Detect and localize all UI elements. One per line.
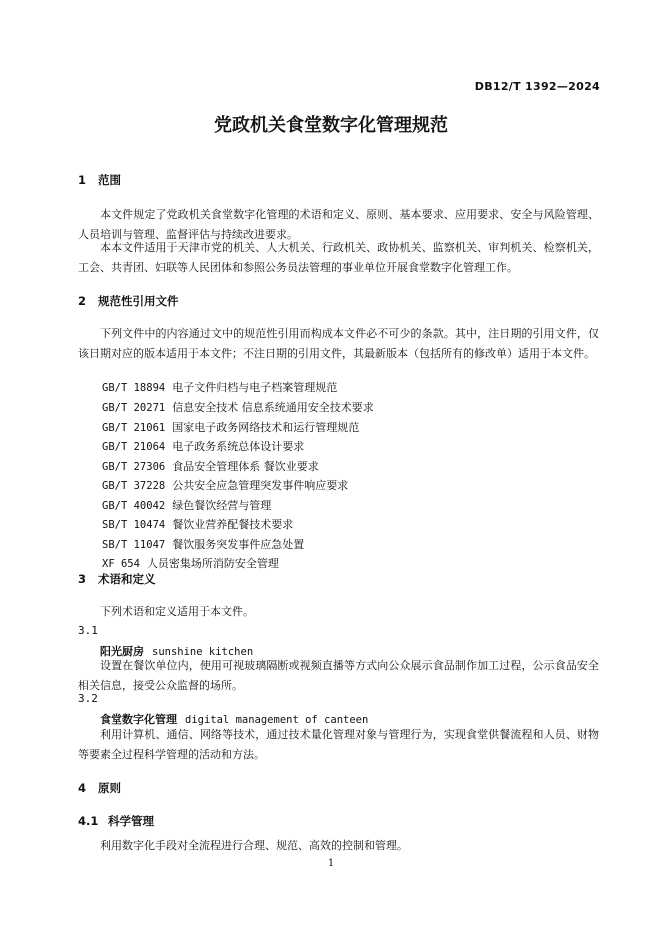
section-title: 范围 — [98, 173, 121, 187]
reference-item — [102, 497, 271, 513]
reference-item — [102, 399, 374, 415]
reference-item — [102, 477, 348, 493]
reference-code: XF 654 — [102, 558, 140, 570]
reference-title: 电子政务系统总体设计要求 — [172, 440, 305, 453]
reference-item — [102, 458, 319, 474]
section-4-heading — [78, 780, 121, 796]
section-number: 2 — [78, 294, 87, 308]
reference-title: 人员密集场所消防安全管理 — [146, 557, 279, 570]
reference-code: GB/T 37228 — [102, 480, 166, 492]
section-number: 4 — [78, 781, 87, 795]
section-number: 3 — [78, 572, 87, 586]
reference-code: GB/T 27306 — [102, 461, 166, 473]
subsection-title: 科学管理 — [108, 814, 154, 828]
term-number: 3.2 — [78, 692, 98, 705]
reference-item — [102, 438, 304, 454]
reference-title: 食品安全管理体系 餐饮业要求 — [172, 460, 319, 473]
section-number: 1 — [78, 173, 87, 187]
section-1-paragraph-2: 本本文件适用于天津市党的机关、人大机关、行政机关、政协机关、监察机关、审判机关、检察机关，工会、共青团、妇联等人民团体和参照公务员法管理的事业单位开展食堂数字化管理工作。 — [78, 241, 599, 274]
section-1-paragraph-1: 本文件规定了党政机关食堂数字化管理的术语和定义、原则、基本要求、应用要求、安全与风险管理、人员培训与管理、监督评估与持续改进要求。 — [78, 208, 599, 241]
section-title: 原则 — [98, 781, 121, 795]
reference-title: 电子文件归档与电子档案管理规范 — [172, 381, 338, 394]
section-3-heading — [78, 571, 156, 587]
reference-title: 公共安全应急管理突发事件响应要求 — [172, 479, 349, 492]
reference-title: 餐饮服务突发事件应急处置 — [172, 538, 305, 551]
reference-item — [102, 536, 304, 552]
standard-code: DB12/T 1392—2024 — [474, 80, 600, 93]
term-number: 3.1 — [78, 624, 98, 637]
term-chinese: 阳光厨房 — [100, 645, 144, 658]
reference-code: GB/T 20271 — [102, 402, 166, 414]
section-3-intro: 下列术语和定义适用于本文件。 — [100, 605, 254, 618]
reference-code: SB/T 10474 — [102, 519, 166, 531]
section-2-intro: 下列文件中的内容通过文中的规范性引用而构成本文件必不可少的条款。其中，注日期的引用文件，仅该日期对应的版本适用于本文件；不注日期的引用文件，其最新版本（包括所有的修改单）适用于本文件。 — [78, 327, 599, 360]
reference-item — [102, 419, 359, 435]
document-title: 党政机关食堂数字化管理规范 — [214, 115, 448, 136]
section-title: 术语和定义 — [98, 572, 156, 586]
reference-title: 餐饮业营养配餐技术要求 — [172, 518, 294, 531]
reference-title: 绿色餐饮经营与管理 — [172, 499, 272, 512]
subsection-4-1-text: 利用数字化手段对全流程进行合理、规范、高效的控制和管理。 — [100, 839, 408, 852]
reference-code: GB/T 21061 — [102, 422, 166, 434]
page-number: 1 — [327, 858, 335, 869]
term-english: digital management of canteen — [185, 714, 369, 726]
reference-item — [102, 379, 337, 395]
term-english: sunshine kitchen — [152, 646, 254, 658]
section-2-heading — [78, 293, 179, 309]
reference-title: 国家电子政务网络技术和运行管理规范 — [172, 421, 360, 434]
reference-code: GB/T 21064 — [102, 441, 166, 453]
term-chinese: 食堂数字化管理 — [100, 713, 177, 726]
section-1-heading — [78, 172, 121, 188]
section-title: 规范性引用文件 — [98, 294, 179, 308]
term-definition: 设置在餐饮单位内，使用可视玻璃隔断或视频直播等方式向公众展示食品制作加工过程，公示食品安全相关信息，接受公众监督的场所。 — [78, 659, 599, 692]
reference-code: GB/T 18894 — [102, 382, 166, 394]
reference-item — [102, 555, 279, 571]
reference-code: SB/T 11047 — [102, 539, 166, 551]
term-definition: 利用计算机、通信、网络等技术，通过技术量化管理对象与管理行为，实现食堂供餐流程和人员、财物等要素全过程科学管理的活动和方法。 — [78, 728, 599, 761]
reference-title: 信息安全技术 信息系统通用安全技术要求 — [172, 401, 374, 414]
subsection-number: 4.1 — [78, 814, 99, 828]
subsection-4-1-heading — [78, 813, 154, 829]
reference-item — [102, 516, 293, 532]
reference-code: GB/T 40042 — [102, 500, 166, 512]
